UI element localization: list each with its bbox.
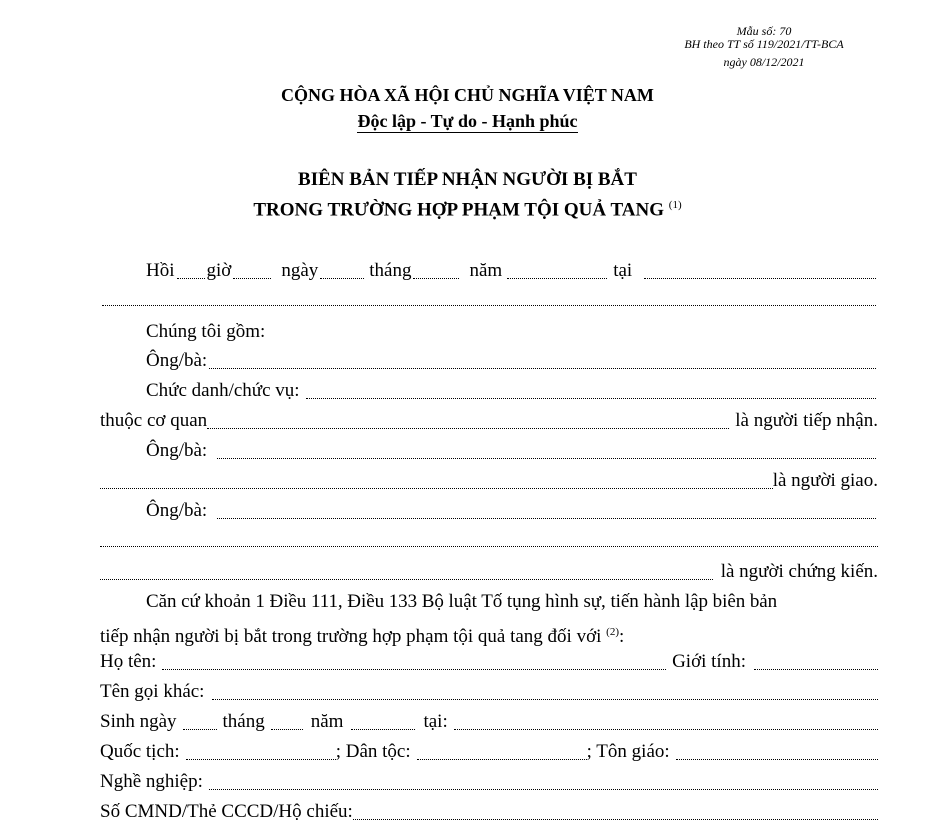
witness-detail-field[interactable] <box>100 530 878 547</box>
place-field-continued[interactable] <box>102 289 876 306</box>
birth-place-field[interactable] <box>454 713 878 730</box>
deliverer-name-label: Ông/bà: <box>146 440 208 461</box>
month-field[interactable] <box>413 262 459 279</box>
form-number-block <box>654 22 874 72</box>
nationality-label: Quốc tịch: <box>100 741 180 762</box>
gender-field[interactable] <box>754 653 878 670</box>
basis-line-2 <box>100 621 878 648</box>
witness-name-label: Ông/bà: <box>146 500 208 521</box>
basis-colon: : <box>619 626 625 648</box>
basis-footnote-wrap <box>601 621 619 648</box>
receiver-name-line <box>146 350 878 372</box>
birth-month-field[interactable] <box>271 713 303 730</box>
birth-day-field[interactable] <box>183 713 217 730</box>
gender-label: Giới tính: <box>672 651 746 672</box>
ethnicity-field[interactable] <box>417 743 587 760</box>
receiver-agency-line <box>100 410 878 432</box>
receiver-title-label: Chức danh/chức vụ: <box>146 380 300 401</box>
occupation-field[interactable] <box>209 773 878 790</box>
full-name-line <box>100 651 878 673</box>
birth-year-field[interactable] <box>351 713 415 730</box>
birth-month-label: tháng <box>222 711 265 732</box>
title-footnote: (1) <box>668 199 682 211</box>
religion-label: ; Tôn giáo: <box>586 741 670 762</box>
hour-field[interactable] <box>177 262 205 279</box>
nationality-line <box>100 741 878 763</box>
basis-footnote: (2) <box>606 626 619 638</box>
deliverer-name-line <box>146 440 878 462</box>
place-continuation-line <box>100 289 878 309</box>
agency-field[interactable] <box>207 412 729 429</box>
occupation-line <box>100 771 878 793</box>
motto-wrapper <box>0 111 935 132</box>
witness-detail-field-2[interactable] <box>100 563 713 580</box>
birth-place-label: tại: <box>423 711 448 732</box>
regulation-reference: BH theo TT số 119/2021/TT-BCA <box>684 37 844 51</box>
participants-intro <box>146 321 878 343</box>
id-number-field[interactable] <box>353 803 878 820</box>
receiver-name-field[interactable] <box>209 352 876 369</box>
nationality-field[interactable] <box>186 743 336 760</box>
full-name-label: Họ tên: <box>100 651 157 672</box>
birth-line <box>100 711 878 733</box>
witness-detail-line <box>100 530 878 550</box>
receiver-title-field[interactable] <box>306 382 876 399</box>
time-place-line <box>146 260 878 282</box>
day-field[interactable] <box>320 262 364 279</box>
witness-role-line <box>100 561 878 583</box>
deliverer-role-line <box>100 470 878 492</box>
religion-field[interactable] <box>676 743 878 760</box>
deliverer-name-field[interactable] <box>217 442 876 459</box>
basis-line-1: Căn cứ khoản 1 Điều 111, Điều 133 Bộ luật Tố tụng hình sự, tiến hành lập biên bản <box>146 591 778 612</box>
document-title-text: TRONG TRƯỜNG HỢP PHẠM TỘI QUẢ TANG <box>253 199 665 221</box>
id-number-label: Số CMND/Thẻ CCCD/Hộ chiếu: <box>100 801 353 822</box>
witness-role: là người chứng kiến. <box>720 561 878 582</box>
hoi-label: Hồi <box>146 260 175 281</box>
agency-label: thuộc cơ quan <box>100 410 208 431</box>
full-name-field[interactable] <box>162 653 666 670</box>
tai-label: tại <box>613 260 633 281</box>
birth-day-label: Sinh ngày <box>100 711 177 732</box>
deliverer-detail-field[interactable] <box>100 472 773 489</box>
alias-field[interactable] <box>212 683 878 700</box>
ethnicity-label: ; Dân tộc: <box>335 741 411 762</box>
receiver-name-label: Ông/bà: <box>146 350 208 371</box>
alias-label: Tên gọi khác: <box>100 681 205 702</box>
witness-name-field[interactable] <box>217 502 876 519</box>
document-title-line1: BIÊN BẢN TIẾP NHẬN NGƯỜI BỊ BẮT <box>298 169 637 190</box>
form-number: Mẫu số: 70 <box>736 24 792 38</box>
gio-label: giờ <box>206 260 232 281</box>
occupation-label: Nghề nghiệp: <box>100 771 203 792</box>
deliverer-role: là người giao. <box>772 470 878 491</box>
motto: Độc lập - Tự do - Hạnh phúc <box>357 111 578 131</box>
basis-text: tiếp nhận người bị bắt trong trường hợp phạm tội quả tang đối với <box>100 626 602 648</box>
receiver-role: là người tiếp nhận. <box>735 410 878 431</box>
alias-line <box>100 681 878 703</box>
thang-label: tháng <box>369 260 412 281</box>
birth-year-label: năm <box>310 711 344 732</box>
ngay-label: ngày <box>281 260 319 281</box>
witness-name-line <box>146 500 878 522</box>
regulation-date: ngày 08/12/2021 <box>723 55 805 69</box>
id-number-line <box>100 801 878 823</box>
participants-intro-label: Chúng tôi gồm: <box>146 321 266 342</box>
year-field[interactable] <box>507 262 607 279</box>
receiver-title-line <box>146 380 878 402</box>
nam-label: năm <box>469 260 503 281</box>
minute-field[interactable] <box>233 262 271 279</box>
nation-heading: CỘNG HÒA XÃ HỘI CHỦ NGHĨA VIỆT NAM <box>281 85 654 105</box>
place-field[interactable] <box>644 262 876 279</box>
document-title-line2 <box>0 199 935 221</box>
